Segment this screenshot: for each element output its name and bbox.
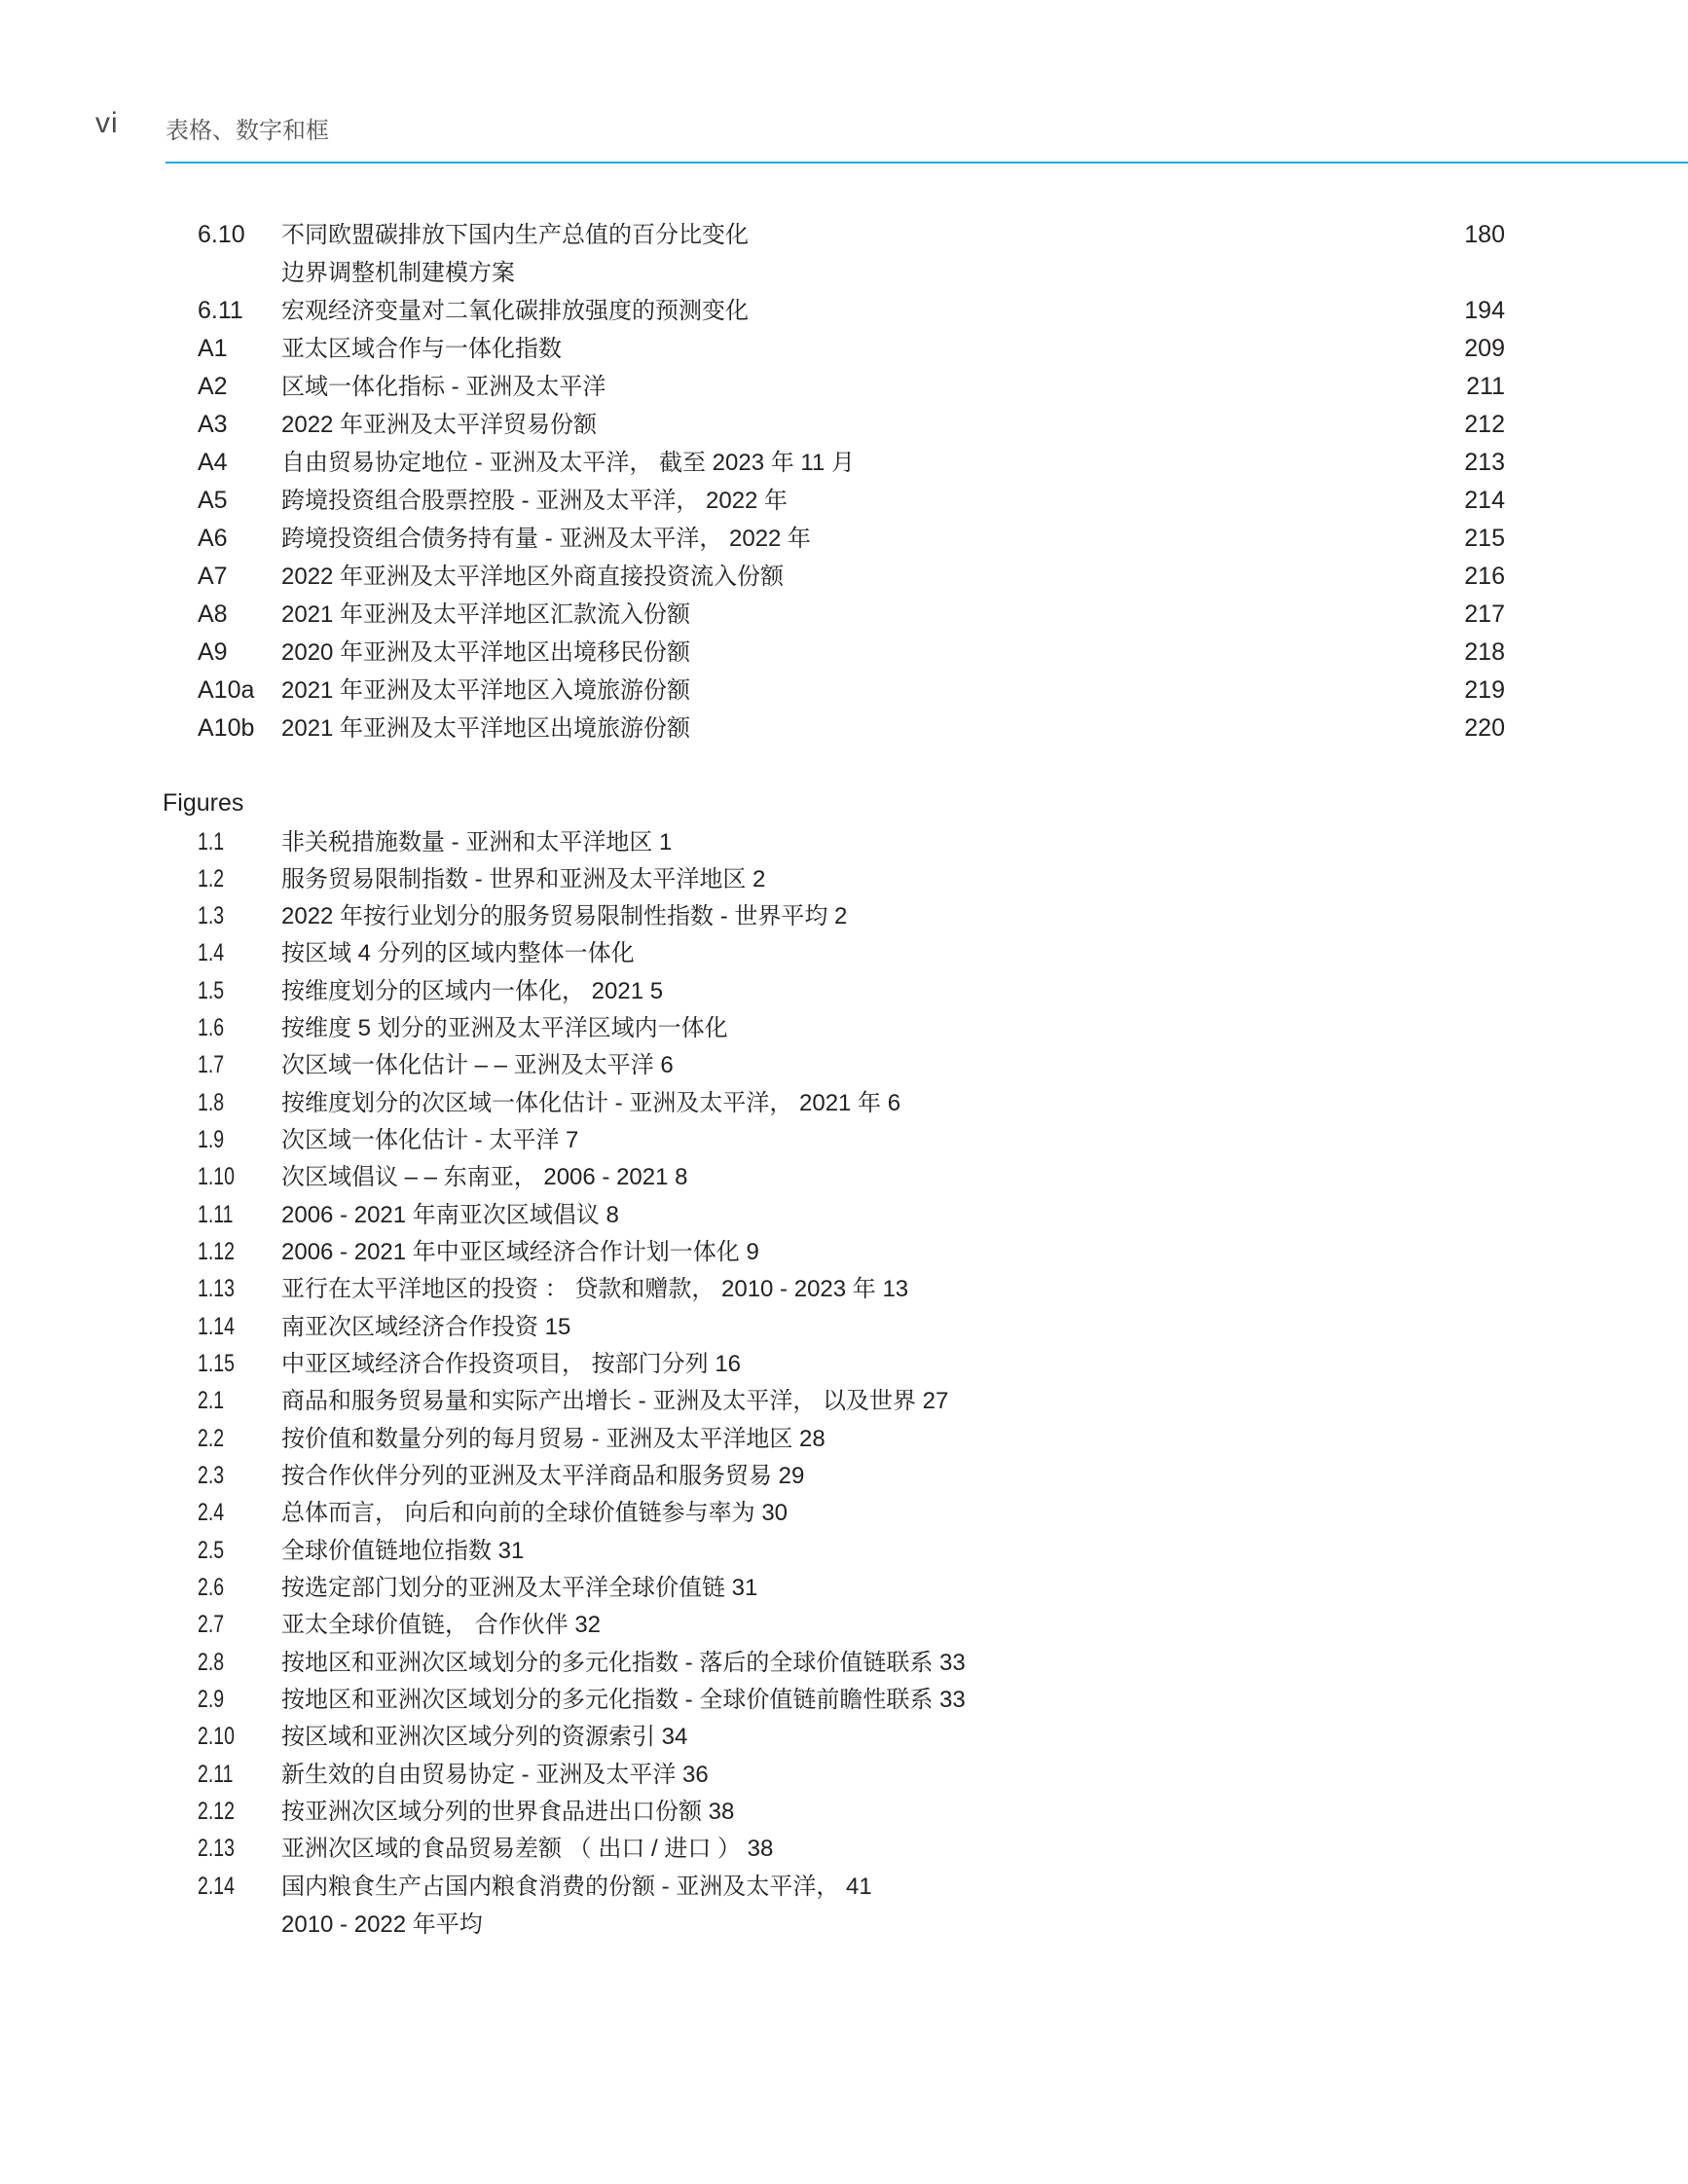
entry-number: 1.3 <box>198 902 225 929</box>
page-number: vi <box>95 107 119 139</box>
list-item-figure-1-5[interactable] <box>0 972 1688 1010</box>
list-item-table-a10b[interactable] <box>0 710 1688 747</box>
entry-number: A9 <box>198 638 228 666</box>
list-item-table-a2[interactable] <box>0 368 1688 406</box>
list-item-figure-1-7[interactable] <box>0 1046 1688 1084</box>
entry-number: 2.9 <box>198 1686 225 1713</box>
entry-number: A10a <box>198 676 255 704</box>
entry-number: 2.13 <box>198 1835 235 1862</box>
entry-number: 1.2 <box>198 865 225 892</box>
entry-title: 国内粮食生产占国内粮食消费的份额 - 亚洲及太平洋， 41 <box>281 1874 872 1900</box>
entry-page: 194 <box>1464 297 1505 324</box>
entry-title: 按合作伙伴分列的亚洲及太平洋商品和服务贸易 29 <box>281 1463 805 1489</box>
list-item-figure-2-3[interactable] <box>0 1457 1688 1495</box>
entry-title: 次区域一体化估计 - 太平洋 7 <box>281 1127 579 1153</box>
entry-title: 2022 年按行业划分的服务贸易限制性指数 - 世界平均 2 <box>281 903 848 929</box>
entry-number: A5 <box>198 487 228 514</box>
entry-title: 亚太区域合作与一体化指数 <box>281 336 562 362</box>
entry-title: 按维度 5 划分的亚洲及太平洋区域内一体化 <box>281 1015 728 1041</box>
entry-number: 6.11 <box>198 297 243 324</box>
entry-title: 按价值和数量分列的每月贸易 - 亚洲及太平洋地区 28 <box>281 1426 826 1452</box>
entry-number: 2.11 <box>198 1761 234 1788</box>
list-item-table-6-11[interactable] <box>0 292 1688 330</box>
entry-number: 6.10 <box>198 221 245 248</box>
list-item-figure-2-10[interactable] <box>0 1718 1688 1756</box>
list-item-table-a5[interactable] <box>0 482 1688 520</box>
entry-number: A10b <box>198 714 255 742</box>
entry-number: 1.8 <box>198 1089 225 1116</box>
entry-number: 2.12 <box>198 1798 235 1825</box>
entry-title: 按地区和亚洲次区域划分的多元化指数 - 全球价值链前瞻性联系 33 <box>281 1687 966 1713</box>
entry-number: 1.14 <box>198 1313 235 1340</box>
list-item-table-6-10[interactable] <box>0 216 1688 286</box>
entry-number: 2.5 <box>198 1537 225 1564</box>
list-item-figure-2-13[interactable] <box>0 1830 1688 1868</box>
list-item-figure-2-12[interactable] <box>0 1793 1688 1831</box>
entry-number: 1.7 <box>198 1051 225 1078</box>
entry-title: 次区域一体化估计 – – 亚洲及太平洋 6 <box>281 1052 674 1078</box>
entry-title: 按区域和亚洲次区域分列的资源索引 34 <box>281 1724 688 1750</box>
list-item-figure-1-13[interactable] <box>0 1270 1688 1308</box>
entry-number: 2.10 <box>198 1723 235 1750</box>
list-item-table-a8[interactable] <box>0 596 1688 634</box>
list-item-figure-1-1[interactable] <box>0 823 1688 861</box>
entry-title: 不同欧盟碳排放下国内生产总值的百分比变化 <box>281 222 749 248</box>
entry-number: 1.5 <box>198 977 225 1004</box>
entry-number: A8 <box>198 601 228 628</box>
entry-title: 按地区和亚洲次区域划分的多元化指数 - 落后的全球价值链联系 33 <box>281 1650 966 1676</box>
list-item-figure-1-14[interactable] <box>0 1308 1688 1346</box>
entry-title: 亚洲次区域的食品贸易差额 （ 出口 / 进口 ） 38 <box>281 1836 774 1862</box>
entry-title: 南亚次区域经济合作投资 15 <box>281 1314 571 1340</box>
entry-title: 2021 年亚洲及太平洋地区入境旅游份额 <box>281 677 691 704</box>
entry-title: 按亚洲次区域分列的世界食品进出口份额 38 <box>281 1799 735 1825</box>
list-item-figure-2-6[interactable] <box>0 1569 1688 1607</box>
header-rule <box>165 162 1688 164</box>
list-item-table-a1[interactable] <box>0 330 1688 368</box>
list-item-figure-2-11[interactable] <box>0 1756 1688 1794</box>
entry-title: 全球价值链地位指数 31 <box>281 1538 525 1564</box>
entry-number: 1.1 <box>198 828 225 855</box>
page-header <box>0 0 1688 165</box>
entry-title: 按选定部门划分的亚洲及太平洋全球价值链 31 <box>281 1575 758 1601</box>
entry-page: 219 <box>1464 676 1505 704</box>
list-item-figure-2-4[interactable] <box>0 1494 1688 1532</box>
entry-number: 1.6 <box>198 1014 225 1041</box>
list-item-figure-1-15[interactable] <box>0 1345 1688 1383</box>
entry-title: 2006 - 2021 年中亚区域经济合作计划一体化 9 <box>281 1239 759 1265</box>
list-item-figure-2-1[interactable] <box>0 1382 1688 1420</box>
entry-title: 按维度划分的次区域一体化估计 - 亚洲及太平洋， 2021 年 6 <box>281 1090 901 1116</box>
entry-title: 非关税措施数量 - 亚洲和太平洋地区 1 <box>281 829 673 855</box>
entry-number: 2.4 <box>198 1499 225 1526</box>
entry-page: 212 <box>1464 411 1505 438</box>
list-item-figure-1-9[interactable] <box>0 1121 1688 1159</box>
entry-title: 2020 年亚洲及太平洋地区出境移民份额 <box>281 639 691 666</box>
entry-title: 总体而言， 向后和向前的全球价值链参与率为 30 <box>281 1500 789 1526</box>
entry-number: 2.1 <box>198 1387 225 1414</box>
entry-number: 1.11 <box>198 1201 234 1228</box>
entry-title: 按维度划分的区域内一体化， 2021 5 <box>281 978 664 1004</box>
entry-page: 217 <box>1464 601 1505 628</box>
entry-page: 215 <box>1464 525 1505 552</box>
figures-heading: Figures <box>163 789 244 817</box>
entry-title: 亚行在太平洋地区的投资 ： 贷款和赠款， 2010 - 2023 年 13 <box>281 1276 909 1302</box>
list-item-table-a9[interactable] <box>0 634 1688 672</box>
entry-number: A2 <box>198 373 228 400</box>
list-item-figure-1-6[interactable] <box>0 1009 1688 1047</box>
list-item-figure-2-9[interactable] <box>0 1681 1688 1719</box>
list-item-figure-2-8[interactable] <box>0 1644 1688 1682</box>
entry-title: 2021 年亚洲及太平洋地区出境旅游份额 <box>281 715 691 742</box>
list-item-figure-2-14[interactable] <box>0 1868 1688 1944</box>
entry-title-line2: 2010 - 2022 年平均 <box>281 1911 483 1938</box>
entry-number: 2.7 <box>198 1611 225 1638</box>
entry-number: 1.4 <box>198 939 225 966</box>
list-item-figure-1-4[interactable] <box>0 934 1688 972</box>
entry-page: 216 <box>1464 563 1505 590</box>
list-item-figure-2-5[interactable] <box>0 1532 1688 1570</box>
entry-number: A7 <box>198 563 228 590</box>
list-item-figure-1-8[interactable] <box>0 1084 1688 1122</box>
entry-page: 214 <box>1464 487 1505 514</box>
list-item-table-a6[interactable] <box>0 520 1688 558</box>
entry-title: 2022 年亚洲及太平洋贸易份额 <box>281 412 598 438</box>
list-item-figure-1-3[interactable] <box>0 897 1688 935</box>
entry-page: 211 <box>1466 373 1505 400</box>
entry-number: 2.14 <box>198 1873 235 1900</box>
running-header-title: 表格、数字和框 <box>165 118 329 144</box>
entry-page: 180 <box>1464 221 1505 248</box>
list-item-figure-1-10[interactable] <box>0 1158 1688 1196</box>
list-item-figure-1-2[interactable] <box>0 860 1688 898</box>
list-item-table-a7[interactable] <box>0 558 1688 596</box>
entry-title: 2022 年亚洲及太平洋地区外商直接投资流入份额 <box>281 564 785 590</box>
entry-title-line2: 边界调整机制建模方案 <box>281 260 515 286</box>
entry-title: 亚太全球价值链， 合作伙伴 32 <box>281 1612 602 1638</box>
entry-number: 1.15 <box>198 1350 235 1377</box>
entry-page: 209 <box>1464 335 1505 362</box>
entry-title: 跨境投资组合股票控股 - 亚洲及太平洋， 2022 年 <box>281 488 789 514</box>
list-item-figure-1-11[interactable] <box>0 1196 1688 1234</box>
entry-number: A1 <box>198 335 228 362</box>
entry-title: 跨境投资组合债务持有量 - 亚洲及太平洋， 2022 年 <box>281 526 812 552</box>
list-item-figure-2-2[interactable] <box>0 1420 1688 1458</box>
entry-number: A4 <box>198 449 228 476</box>
list-item-table-a10a[interactable] <box>0 672 1688 710</box>
entry-page: 213 <box>1464 449 1505 476</box>
entry-page: 220 <box>1464 714 1505 742</box>
entry-title: 服务贸易限制指数 - 世界和亚洲及太平洋地区 2 <box>281 866 766 892</box>
entry-title: 商品和服务贸易量和实际产出增长 - 亚洲及太平洋， 以及世界 27 <box>281 1388 949 1414</box>
entry-number: 2.3 <box>198 1462 225 1489</box>
entry-title: 按区域 4 分列的区域内整体一体化 <box>281 940 635 966</box>
entry-number: 1.12 <box>198 1238 235 1265</box>
entry-title: 2021 年亚洲及太平洋地区汇款流入份额 <box>281 601 691 628</box>
entry-title: 2006 - 2021 年南亚次区域倡议 8 <box>281 1202 619 1228</box>
entry-number: 2.8 <box>198 1649 225 1676</box>
entry-title: 新生效的自由贸易协定 - 亚洲及太平洋 36 <box>281 1762 709 1788</box>
entry-number: A3 <box>198 411 228 438</box>
entry-number: 1.10 <box>198 1163 235 1190</box>
list-item-figure-2-7[interactable] <box>0 1606 1688 1644</box>
entry-number: 2.2 <box>198 1425 225 1452</box>
list-item-table-a4[interactable] <box>0 444 1688 482</box>
entry-number: 1.13 <box>198 1275 235 1302</box>
list-item-table-a3[interactable] <box>0 406 1688 444</box>
entry-title: 次区域倡议 – – 东南亚， 2006 - 2021 8 <box>281 1164 688 1190</box>
entry-title: 自由贸易协定地位 - 亚洲及太平洋， 截至 2023 年 11 月 <box>281 450 855 476</box>
entry-number: 1.9 <box>198 1126 225 1153</box>
entry-number: A6 <box>198 525 228 552</box>
entry-number: 2.6 <box>198 1574 225 1601</box>
entry-title: 区域一体化指标 - 亚洲及太平洋 <box>281 374 606 400</box>
entry-page: 218 <box>1464 638 1505 666</box>
entry-title: 中亚区域经济合作投资项目， 按部门分列 16 <box>281 1351 742 1377</box>
list-item-figure-1-12[interactable] <box>0 1233 1688 1271</box>
entry-title: 宏观经济变量对二氧化碳排放强度的预测变化 <box>281 298 749 324</box>
